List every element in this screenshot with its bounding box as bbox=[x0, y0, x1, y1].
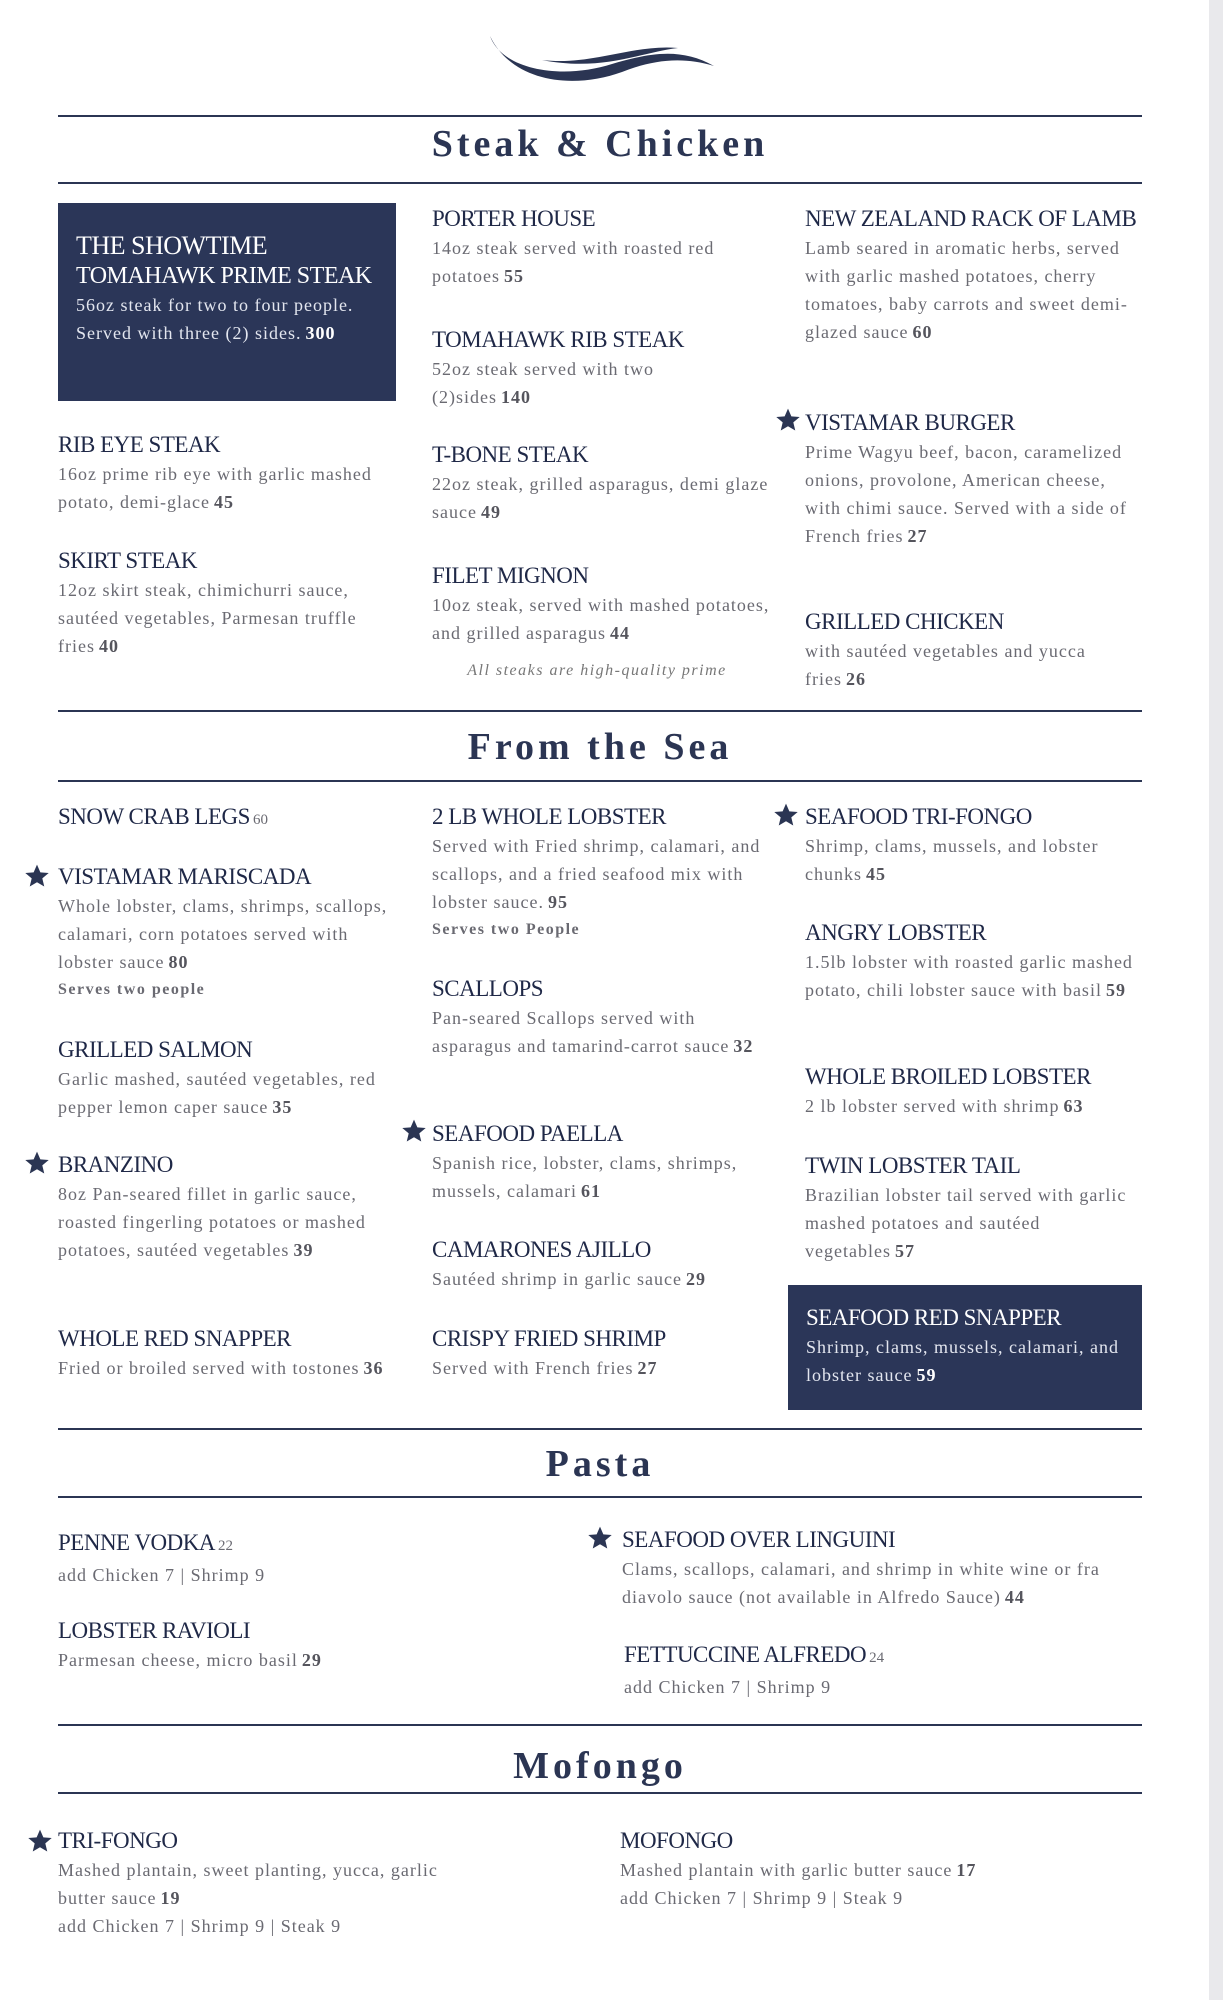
menu-item-seafood-paella: SEAFOOD PAELLA Spanish rice, lobster, clams, shrimps, mussels, calamari 61 bbox=[432, 1121, 738, 1201]
star-icon bbox=[587, 1525, 613, 1551]
menu-item-skirt: SKIRT STEAK 12oz skirt steak, chimichurri sauce, sautéed vegetables, Parmesan truffle fries 40 bbox=[58, 548, 357, 656]
section-rule bbox=[58, 780, 1142, 782]
menu-item-camarones: CAMARONES AJILLO Sautéed shrimp in garlic sauce 29 bbox=[432, 1237, 706, 1289]
featured-box-showtime bbox=[58, 203, 396, 401]
menu-item-tomahawk-rib: TOMAHAWK RIB STEAK 52oz steak served with two (2)sides 140 bbox=[432, 327, 684, 407]
item-name: TOMAHAWK PRIME STEAK bbox=[76, 263, 372, 289]
section-title-sea: From the Sea bbox=[467, 726, 733, 768]
menu-item-grilled-salmon: GRILLED SALMON Garlic mashed, sautéed vegetables, red pepper lemon caper sauce 35 bbox=[58, 1037, 376, 1117]
menu-item-seafood-tri-fongo: SEAFOOD TRI-FONGO Shrimp, clams, mussels, and lobster chunks 45 bbox=[805, 804, 1099, 884]
steak-note: All steaks are high-quality prime bbox=[467, 662, 727, 679]
section-title-pasta: Pasta bbox=[545, 1443, 655, 1485]
menu-item-seafood-linguini: SEAFOOD OVER LINGUINI Clams, scallops, calamari, and shrimp in white wine or fra diavolo sauce (not available in Alfredo Sauce) 44 bbox=[622, 1527, 1100, 1607]
section-rule bbox=[58, 1428, 1142, 1430]
menu-item-t-bone: T-BONE STEAK 22oz steak, grilled asparagus, demi glaze sauce 49 bbox=[432, 442, 769, 522]
star-icon bbox=[775, 407, 801, 433]
section-rule bbox=[58, 1724, 1142, 1726]
star-icon bbox=[24, 863, 50, 889]
menu-item-whole-lobster: 2 LB WHOLE LOBSTER Served with Fried shrimp, calamari, and scallops, and a fried seafood mix with lobster sauce. 95 Serves two People bbox=[432, 804, 761, 938]
menu-item-crispy-shrimp: CRISPY FRIED SHRIMP Served with French fries 27 bbox=[432, 1326, 666, 1378]
star-icon bbox=[773, 802, 799, 828]
section-rule bbox=[58, 115, 1142, 117]
section-rule bbox=[58, 1496, 1142, 1498]
star-icon bbox=[24, 1150, 50, 1176]
star-icon bbox=[401, 1118, 427, 1144]
section-title-steak: Steak & Chicken bbox=[431, 123, 769, 165]
item-name: THE SHOWTIME bbox=[76, 231, 268, 260]
menu-item-mariscada: VISTAMAR MARISCADA Whole lobster, clams, shrimps, scallops, calamari, corn potatoes served with lobster sauce 80 Serves two people bbox=[58, 864, 388, 998]
menu-item-rack-of-lamb: NEW ZEALAND RACK OF LAMB Lamb seared in aromatic herbs, served with garlic mashed potatoes, cherry tomatoes, baby carrots and sweet demi-glazed sauce 60 bbox=[805, 206, 1137, 342]
menu-item-porter-house: PORTER HOUSE 14oz steak served with roasted red potatoes 55 bbox=[432, 206, 715, 286]
menu-item-rib-eye: RIB EYE STEAK 16oz prime rib eye with garlic mashed potato, demi-glace 45 bbox=[58, 432, 372, 512]
menu-item-fettuccine-alfredo: FETTUCCINE ALFREDO 24 add Chicken 7 | Shrimp 9 bbox=[624, 1642, 885, 1697]
menu-item-scallops: SCALLOPS Pan-seared Scallops served with asparagus and tamarind-carrot sauce 32 bbox=[432, 976, 754, 1056]
page-edge bbox=[1209, 0, 1223, 2000]
menu-item-mofongo: MOFONGO Mashed plantain with garlic butter sauce 17 add Chicken 7 | Shrimp 9 | Steak 9 bbox=[620, 1828, 977, 1908]
star-icon bbox=[27, 1828, 53, 1854]
menu-item-lobster-ravioli: LOBSTER RAVIOLI Parmesan cheese, micro basil 29 bbox=[58, 1618, 322, 1670]
menu-item-vistamar-burger: VISTAMAR BURGER Prime Wagyu beef, bacon, caramelized onions, provolone, American cheese, with chimi sauce. Served with a side of French fries 27 bbox=[805, 410, 1127, 546]
menu-item-penne-vodka: PENNE VODKA 22 add Chicken 7 | Shrimp 9 bbox=[58, 1530, 266, 1585]
menu-item-whole-broiled-lobster: WHOLE BROILED LOBSTER 2 lb lobster served with shrimp 63 bbox=[805, 1064, 1091, 1116]
section-rule bbox=[58, 1792, 1142, 1794]
menu-item-angry-lobster: ANGRY LOBSTER 1.5lb lobster with roasted garlic mashed potato, chili lobster sauce with basil 59 bbox=[805, 920, 1133, 1000]
menu-item-branzino: BRANZINO 8oz Pan-seared fillet in garlic sauce, roasted fingerling potatoes or mashed potatoes, sautéed vegetables 39 bbox=[58, 1152, 366, 1260]
menu-item-filet-mignon: FILET MIGNON 10oz steak, served with mashed potatoes, and grilled asparagus 44 bbox=[432, 563, 770, 643]
section-rule bbox=[58, 182, 1142, 184]
menu-item-tri-fongo: TRI-FONGO Mashed plantain, sweet planting, yucca, garlic butter sauce 19 add Chicken 7 | Shrimp 9 | Steak 9 bbox=[58, 1828, 438, 1936]
menu-item-snow-crab: SNOW CRAB LEGS 60 bbox=[58, 804, 268, 829]
menu-item-twin-lobster-tail: TWIN LOBSTER TAIL Brazilian lobster tail served with garlic mashed potatoes and sautéed vegetables 57 bbox=[805, 1153, 1127, 1261]
section-title-mofongo: Mofongo bbox=[513, 1745, 687, 1787]
menu-item-whole-red-snapper: WHOLE RED SNAPPER Fried or broiled served with tostones 36 bbox=[58, 1326, 384, 1378]
section-rule bbox=[58, 710, 1142, 712]
item-desc: 56oz steak for two to four people. Served with three (2) sides. 300 bbox=[76, 295, 354, 343]
wave-logo-icon bbox=[482, 30, 722, 92]
menu-item-grilled-chicken: GRILLED CHICKEN with sautéed vegetables and yucca fries 26 bbox=[805, 609, 1086, 689]
featured-box-seafood-snapper: SEAFOOD RED SNAPPER Shrimp, clams, mussels, calamari, and lobster sauce 59 bbox=[788, 1285, 1142, 1410]
